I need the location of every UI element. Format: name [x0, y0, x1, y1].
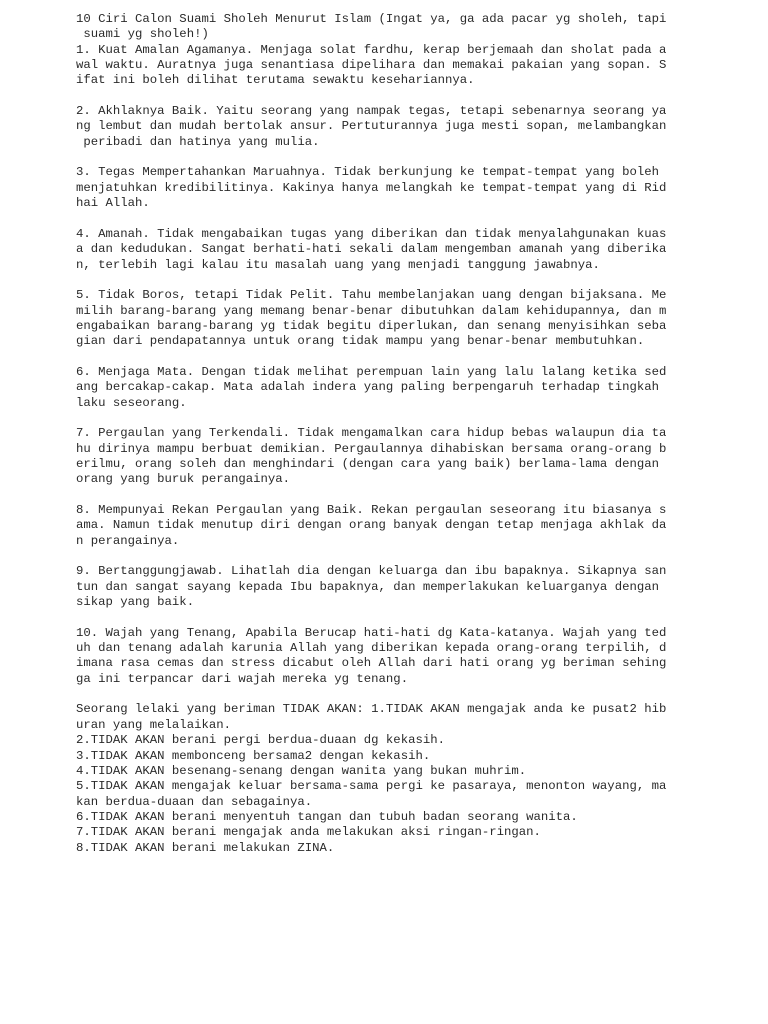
paragraph-line: peribadi dan hatinya yang mulia. — [76, 134, 320, 149]
title-line: suami yg sholeh!) — [76, 27, 209, 42]
paragraph — [76, 702, 676, 855]
paragraph-line: gian dari pendapatannya untuk orang tidak mampu yang benar-benar membutuhkan. — [76, 334, 645, 349]
paragraph-line: Seorang lelaki yang beriman TIDAK AKAN: 1.TIDAK AKAN mengajak anda ke pusat2 hib — [76, 702, 667, 717]
paragraph-line: 10. Wajah yang Tenang, Apabila Berucap hati-hati dg Kata-katanya. Wajah yang ted — [76, 625, 667, 640]
paragraph-line: hai Allah. — [76, 196, 150, 211]
paragraph-line: 9. Bertanggungjawab. Lihatlah dia dengan keluarga dan ibu bapaknya. Sikapnya san — [76, 564, 667, 579]
paragraph-gap — [76, 610, 676, 625]
paragraph-line: 4. Amanah. Tidak mengabaikan tugas yang diberikan dan tidak menyalahgunakan kuas — [76, 226, 667, 241]
paragraph-line: 8.TIDAK AKAN berani melakukan ZINA. — [76, 840, 335, 855]
paragraph-line: uran yang melalaikan. — [76, 717, 231, 732]
paragraph — [76, 43, 676, 89]
paragraph-gap — [76, 549, 676, 564]
paragraph-line: 5.TIDAK AKAN mengajak keluar bersama-sama pergi ke pasaraya, menonton wayang, ma — [76, 779, 667, 794]
paragraph-line: 7. Pergaulan yang Terkendali. Tidak mengamalkan cara hidup bebas walaupun dia ta — [76, 426, 667, 441]
paragraph-gap — [76, 89, 676, 104]
paragraph-line: imana rasa cemas dan stress dicabut oleh Allah dari hati orang yg beriman sehing — [76, 656, 667, 671]
paragraph-line: engabaikan barang-barang yg tidak begitu diperlukan, dan senang menyisihkan seba — [76, 318, 667, 333]
paragraph-line: 1. Kuat Amalan Agamanya. Menjaga solat fardhu, kerap berjemaah dan sholat pada a — [76, 42, 667, 57]
paragraph — [76, 503, 676, 549]
paragraph-gap — [76, 211, 676, 226]
paragraph-line: erilmu, orang soleh dan menghindari (dengan cara yang baik) berlama-lama dengan — [76, 456, 659, 471]
paragraph-gap — [76, 488, 676, 503]
paragraph-line: milih barang-barang yang memang benar-benar dibutuhkan dalam kehidupannya, dan m — [76, 303, 667, 318]
paragraph-line: 2. Akhlaknya Baik. Yaitu seorang yang nampak tegas, tetapi sebenarnya seorang ya — [76, 104, 667, 119]
paragraph-line: sikap yang baik. — [76, 595, 195, 610]
paragraph-line: 3. Tegas Mempertahankan Maruahnya. Tidak berkunjung ke tempat-tempat yang boleh — [76, 165, 659, 180]
paragraph-line: kan berdua-duaan dan sebagainya. — [76, 794, 313, 809]
paragraph-gap — [76, 411, 676, 426]
paragraph-line: ang bercakap-cakap. Mata adalah indera yang paling berpengaruh terhadap tingkah — [76, 380, 659, 395]
document-page — [76, 12, 676, 856]
paragraph-line: ama. Namun tidak menutup diri dengan orang banyak dengan tetap menjaga akhlak da — [76, 518, 667, 533]
paragraph-line: uh dan tenang adalah karunia Allah yang diberikan kepada orang-orang terpilih, d — [76, 641, 667, 656]
paragraph — [76, 564, 676, 610]
paragraph-line: wal waktu. Auratnya juga senantiasa dipelihara dan memakai pakaian yang sopan. S — [76, 58, 667, 73]
paragraph-gap — [76, 687, 676, 702]
paragraph-line: 4.TIDAK AKAN besenang-senang dengan wanita yang bukan muhrim. — [76, 763, 527, 778]
paragraph — [76, 104, 676, 150]
paragraph — [76, 288, 676, 349]
paragraph-line: laku seseorang. — [76, 395, 187, 410]
paragraph-gap — [76, 150, 676, 165]
paragraph — [76, 426, 676, 487]
paragraph-gap — [76, 350, 676, 365]
paragraph-line: n, terlebih lagi kalau itu masalah uang yang menjadi tanggung jawabnya. — [76, 257, 600, 272]
paragraph-line: 7.TIDAK AKAN berani mengajak anda melakukan aksi ringan-ringan. — [76, 825, 541, 840]
paragraph-line: menjatuhkan kredibilitinya. Kakinya hanya melangkah ke tempat-tempat yang di Rid — [76, 180, 667, 195]
paragraph-line: 8. Mempunyai Rekan Pergaulan yang Baik. Rekan pergaulan seseorang itu biasanya s — [76, 503, 667, 517]
paragraph-line: ng lembut dan mudah bertolak ansur. Pertuturannya juga mesti sopan, melambangkan — [76, 119, 667, 134]
paragraph — [76, 365, 676, 411]
paragraph-line: 5. Tidak Boros, tetapi Tidak Pelit. Tahu membelanjakan uang dengan bijaksana. Me — [76, 288, 667, 303]
paragraph-line: ga ini terpancar dari wajah mereka yg tenang. — [76, 671, 409, 686]
paragraph-line: 6. Menjaga Mata. Dengan tidak melihat perempuan lain yang lalu lalang ketika sed — [76, 364, 667, 379]
paragraph-line: n perangainya. — [76, 533, 180, 548]
paragraph-line: 3.TIDAK AKAN membonceng bersama2 dengan kekasih. — [76, 748, 431, 763]
document-body — [76, 43, 676, 856]
document-title — [76, 12, 676, 43]
paragraph-line: hu dirinya mampu berbuat demikian. Pergaulannya dihabiskan bersama orang-orang b — [76, 441, 667, 456]
paragraph-line: orang yang buruk perangainya. — [76, 472, 291, 487]
paragraph-line: ifat ini boleh dilihat terutama sewaktu kesehariannya. — [76, 73, 475, 88]
paragraph-gap — [76, 273, 676, 288]
title-line: 10 Ciri Calon Suami Sholeh Menurut Islam (Ingat ya, ga ada pacar yg sholeh, tapi — [76, 12, 667, 26]
paragraph-line: 2.TIDAK AKAN berani pergi berdua-duaan dg kekasih. — [76, 733, 445, 748]
paragraph-line: tun dan sangat sayang kepada Ibu bapaknya, dan memperlakukan keluarganya dengan — [76, 579, 659, 594]
paragraph — [76, 227, 676, 273]
paragraph — [76, 165, 676, 211]
paragraph-line: 6.TIDAK AKAN berani menyentuh tangan dan tubuh badan seorang wanita. — [76, 809, 578, 824]
paragraph-line: a dan kedudukan. Sangat berhati-hati sekali dalam mengemban amanah yang diberika — [76, 242, 667, 257]
paragraph — [76, 626, 676, 687]
